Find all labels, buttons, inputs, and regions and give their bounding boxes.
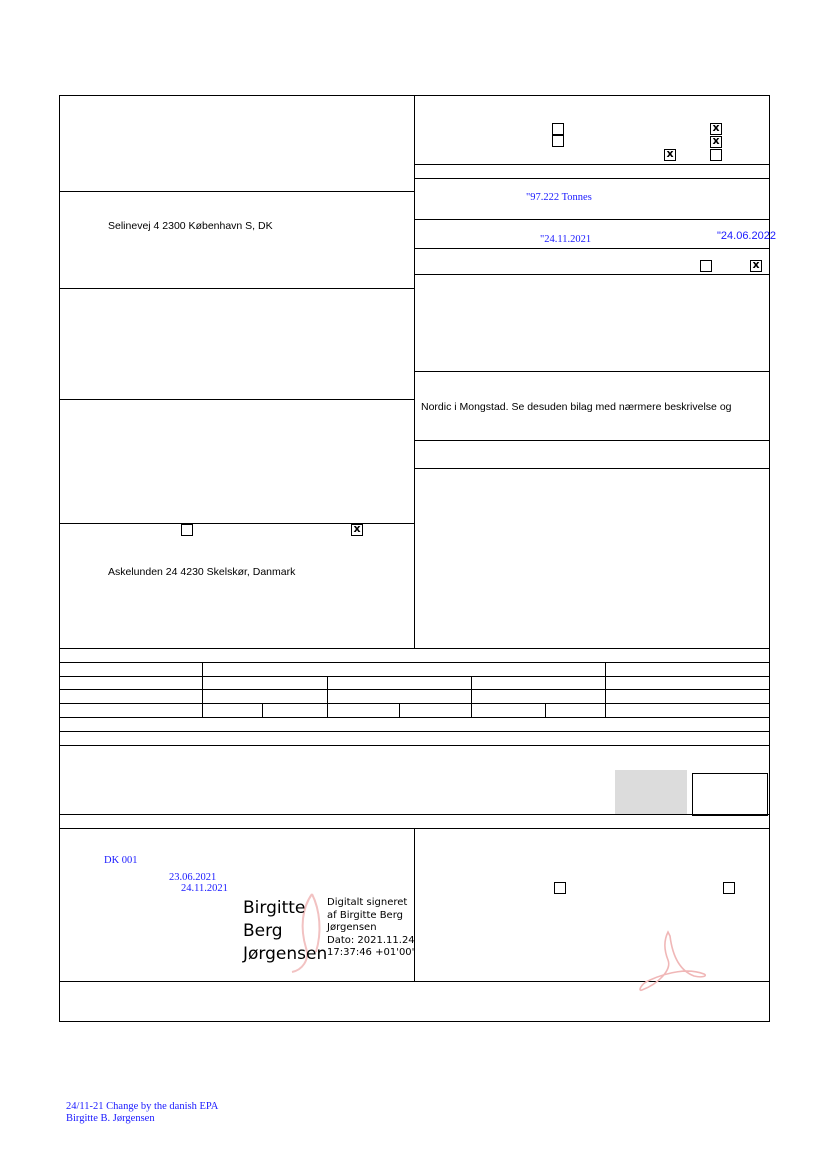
- stamp-box: [692, 773, 768, 816]
- signature-detail-1: Digitalt signeret: [327, 897, 408, 908]
- checkbox-checked[interactable]: [710, 136, 722, 148]
- waste-description: Nordic i Mongstad. Se desuden bilag med nærmere beskrivelse og: [421, 401, 732, 413]
- table-rule: [59, 648, 770, 649]
- signature-detail-5: 17:37:46 +01'00': [327, 947, 415, 958]
- right-rule: [414, 371, 770, 372]
- right-rule: [414, 274, 770, 275]
- facility-address: Askelunden 24 4230 Skelskør, Danmark: [108, 566, 296, 578]
- table-col-line: [605, 662, 606, 717]
- table-col-line: [262, 703, 263, 717]
- grey-cell: [615, 770, 687, 814]
- checkbox[interactable]: [700, 260, 712, 272]
- table-col-line: [471, 676, 472, 717]
- exporter-address: Selinevej 4 2300 København S, DK: [108, 220, 273, 232]
- signature-detail-4: Dato: 2021.11.24: [327, 935, 415, 946]
- table-rule: [59, 717, 770, 718]
- section-rule: [59, 814, 770, 815]
- table-col-line: [545, 703, 546, 717]
- footer-note-line-1: 24/11-21 Change by the danish EPA: [66, 1101, 219, 1112]
- authority-date-1: 23.06.2021: [169, 872, 217, 883]
- authority-date-2: 24.11.2021: [181, 883, 228, 894]
- table-col-line: [399, 703, 400, 717]
- right-rule: [414, 178, 770, 179]
- shipment-date-first: "24.11.2021: [540, 234, 592, 245]
- signature-detail-3: Jørgensen: [327, 922, 377, 933]
- table-rule: [59, 662, 770, 663]
- right-rule: [414, 248, 770, 249]
- shipment-date-last: "24.06.2022: [717, 230, 776, 242]
- footer-note-line-2: Birgitte B. Jørgensen: [66, 1113, 155, 1124]
- right-rule: [414, 468, 770, 469]
- table-rule: [59, 676, 770, 677]
- checkbox[interactable]: [552, 135, 564, 147]
- signer-name-line-2: Berg: [243, 921, 283, 941]
- signer-name-line-1: Birgitte: [243, 898, 306, 918]
- left-rule: [59, 399, 414, 400]
- checkbox[interactable]: [181, 524, 193, 536]
- table-rule: [59, 745, 770, 746]
- right-rule: [414, 440, 770, 441]
- table-rule: [59, 703, 770, 704]
- checkbox[interactable]: [710, 149, 722, 161]
- checkbox-checked[interactable]: [750, 260, 762, 272]
- signature-detail-2: af Birgitte Berg: [327, 910, 403, 921]
- signer-name-line-3: Jørgensen: [243, 944, 328, 964]
- left-rule: [59, 191, 414, 192]
- checkbox-checked[interactable]: [664, 149, 676, 161]
- table-rule: [59, 731, 770, 732]
- table-rule: [59, 689, 770, 690]
- table-col-line: [327, 676, 328, 717]
- pdf-watermark-icon: [628, 928, 712, 994]
- right-rule: [414, 164, 770, 165]
- authority-code: DK 001: [104, 855, 138, 866]
- checkbox-checked[interactable]: [351, 524, 363, 536]
- checkbox[interactable]: [554, 882, 566, 894]
- right-rule: [414, 219, 770, 220]
- checkbox[interactable]: [552, 123, 564, 135]
- quantity-value: "97.222 Tonnes: [526, 192, 592, 203]
- checkbox[interactable]: [723, 882, 735, 894]
- table-col-line: [202, 662, 203, 717]
- left-rule: [59, 288, 414, 289]
